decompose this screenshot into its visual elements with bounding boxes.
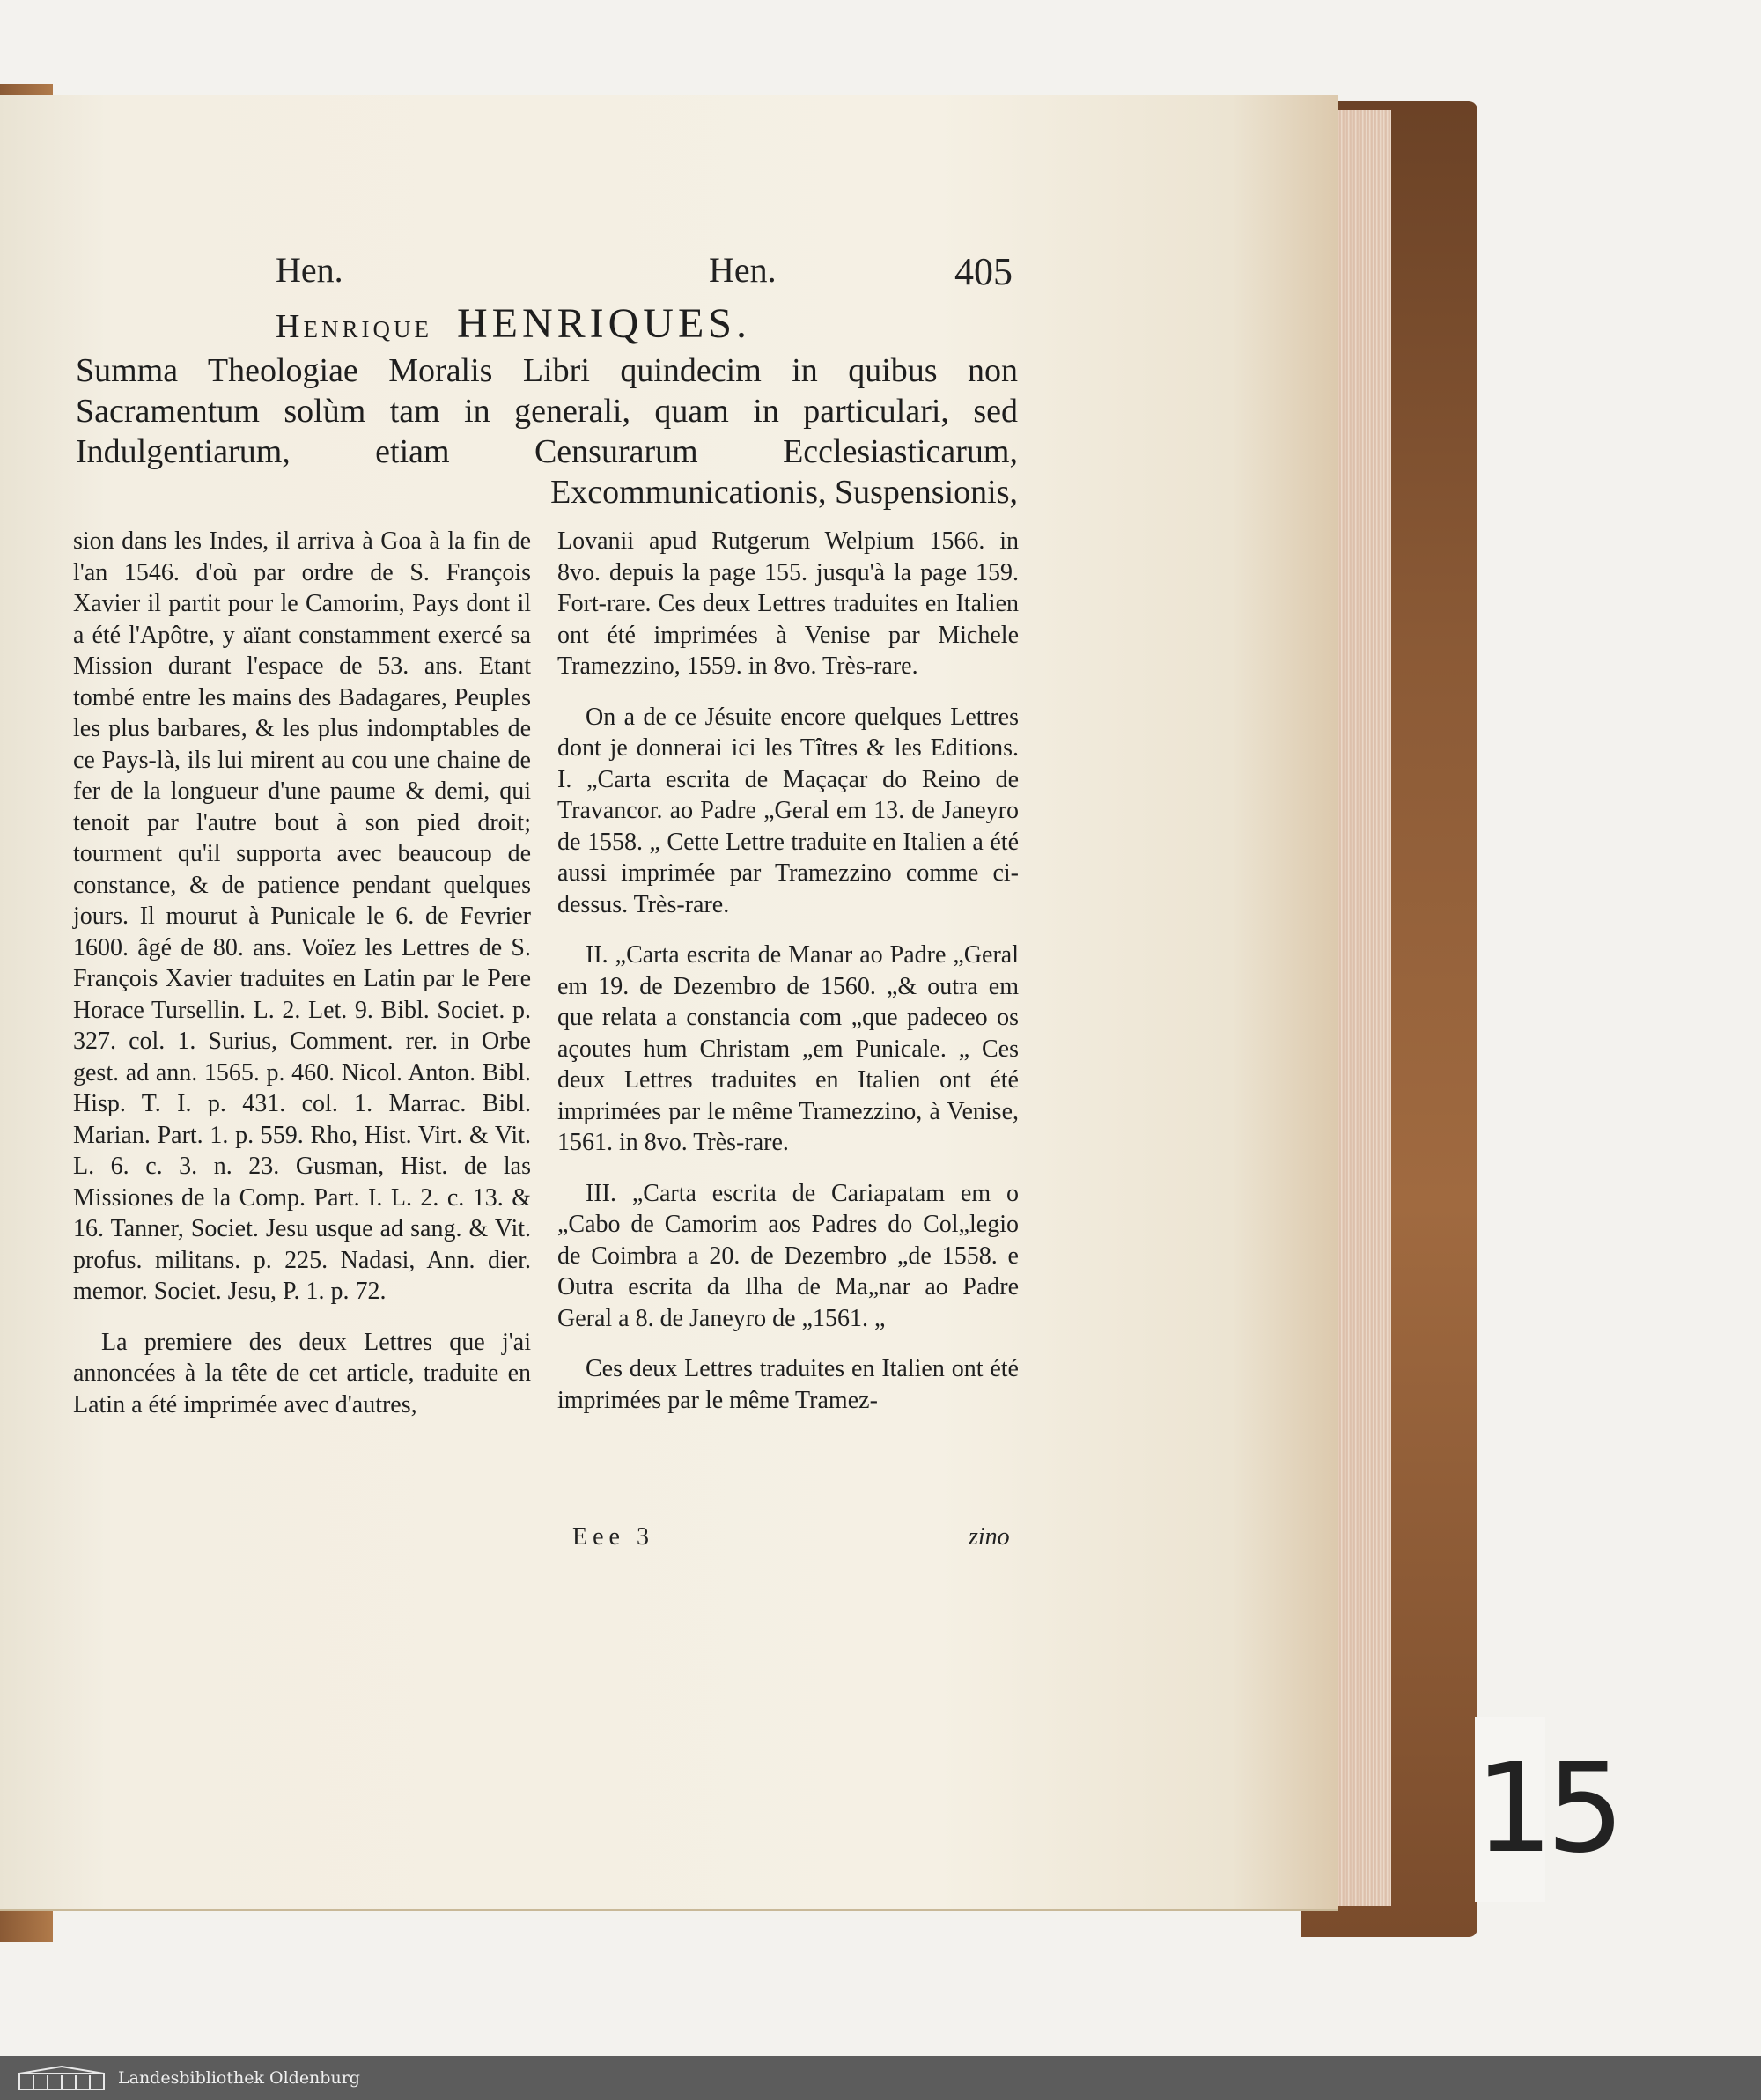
running-head-center: Hen. xyxy=(709,250,777,290)
catchword: zino xyxy=(969,1523,1010,1551)
paragraph: On a de ce Jésuite encore quelques Lettres dont je donnerai ici les Tîtres & les Editions. I. „Carta escrita de Maçaçar do Reino de Travancor. ao Padre „Geral em 13. de Janeyro de 1558. „ Cette Lettre traduite en Italien a été aussi imprimée par Tramezzino comme ci-dessus. Très-rare. xyxy=(557,703,1019,918)
paragraph: sion dans les Indes, il arriva à Goa à la fin de l'an 1546. d'où par ordre de S. François Xavier il partit pour le Camorim, Pays dont il a été l'Apôtre, y aïant constamment exercé sa Mission durant l'espace de 53. ans. Etant tombé entre les mains des Badagares, Peuples les plus barbares, & les plus indomptables de ce Pays-là, ils lui mirent au cou une chaine de fer de la longueur d'une paume & demi, qui tenoit par l'autre bout à son pied droit; tourment qu'il supporta avec beaucoup de constance, & de patience pendant quelques jours. Il mourut à Punicale le 6. de Fevrier 1600. âgé de 80. ans. Voïez les Lettres de S. François Xavier traduites en Latin par le Pere Horace Tursellin. L. 2. Let. 9. Bibl. Societ. p. 327. col. 1. Surius, Comment. rer. in Orbe gest. ad ann. 1565. p. 460. Nicol. Anton. Bibl. Hisp. T. I. p. 431. col. 1. Marrac. Bibl. Marian. Part. 1. p. 559. Rho, Hist. Virt. & Vit. L. 6. c. 3. n. 23. Gusman, Hist. de las Missiones de la Comp. Part. I. L. 2. c. 13. & 16. Tanner, Societ. Jesu usque ad sang. & Vit. profus. militans. p. 225. Nadasi, Ann. dier. memor. Societ. Jesu, P. 1. p. 72. xyxy=(73,527,531,1305)
author-surname: HENRIQUES. xyxy=(456,300,751,347)
author-given-name: Henrique xyxy=(276,308,432,345)
signature-mark: Eee 3 xyxy=(572,1523,654,1551)
library-building-icon xyxy=(18,2065,106,2091)
entry-title: Summa Theologiae Moralis Libri quindecim in quibus non Sacramentum solùm tam in generali, quam in particulari, sed Indulgentiarum, etiam Censurarum Ecclesiasticarum, Excommunicationis, Suspensionis, xyxy=(76,352,1018,511)
viewer-footer xyxy=(0,2056,1761,2100)
scan-ruler-label: 15 xyxy=(1475,1717,1545,1902)
running-head-left: Hen. xyxy=(276,250,343,290)
paragraph: Ces deux Lettres traduites en Italien ont été imprimées par le même Tramez- xyxy=(557,1355,1019,1414)
library-name[interactable]: Landesbibliothek Oldenburg xyxy=(118,2068,360,2088)
paragraph: III. „Carta escrita de Cariapatam em o „Cabo de Camorim aos Padres do Col„legio de Coimbra a 20. de Dezembro „de 1558. e Outra escrita da Ilha de Ma„nar ao Padre Geral a 8. de Janeyro de „1561. „ xyxy=(557,1179,1019,1332)
text-column-left xyxy=(73,526,531,1420)
paragraph: II. „Carta escrita de Manar ao Padre „Geral em 19. de Dezembro de 1560. „& outra em que relata a constancia com „que padeceo os açoutes hum Christam „em Punicale. „ Ces deux Lettres traduites en Italien ont été imprimées par le même Tramezzino, à Venise, 1561. in 8vo. Très-rare. xyxy=(557,941,1019,1156)
text-column-right xyxy=(557,526,1019,1416)
entry-heading xyxy=(0,299,1027,348)
page-number: 405 xyxy=(954,250,1013,293)
paragraph: La premiere des deux Lettres que j'ai annoncées à la tête de cet article, traduite en Latin a été imprimée avec d'autres, xyxy=(73,1328,531,1418)
paragraph: Lovanii apud Rutgerum Welpium 1566. in 8vo. depuis la page 155. jusqu'à la page 159. Fort-rare. Ces deux Lettres traduites en Italien ont été imprimées à Venise par Michele Tramezzino, 1559. in 8vo. Très-rare. xyxy=(557,527,1019,680)
